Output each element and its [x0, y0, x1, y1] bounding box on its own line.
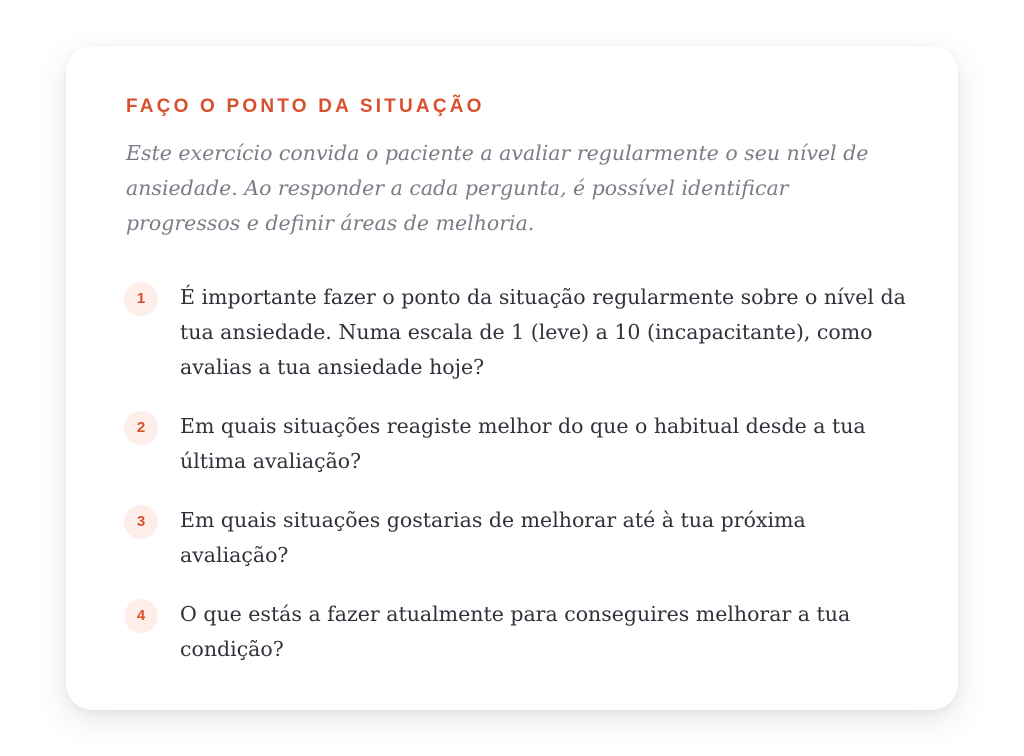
intro-text: Este exercício convida o paciente a avaliar regularmente o seu nível de ansiedade. Ao responder a cada pergunta, é possível identificar progressos e definir áreas de melhoria.	[126, 141, 869, 235]
number-badge: 2	[124, 411, 158, 445]
question-list	[126, 280, 906, 667]
list-item	[126, 597, 898, 667]
exercise-card	[66, 46, 958, 710]
question-text: O que estás a fazer atualmente para conseguires melhorar a tua condição?	[180, 602, 851, 661]
list-item	[126, 280, 906, 385]
number-badge: 1	[124, 282, 158, 316]
section-title: FAÇO O PONTO DA SITUAÇÃO	[126, 96, 485, 117]
list-item	[126, 503, 898, 573]
question-text: Em quais situações reagiste melhor do que o habitual desde a tua última avaliação?	[180, 414, 866, 473]
list-item	[126, 409, 898, 479]
number-badge: 4	[124, 599, 158, 633]
question-text: Em quais situações gostarias de melhorar até à tua próxima avaliação?	[180, 508, 806, 567]
question-text: É importante fazer o ponto da situação regularmente sobre o nível da tua ansiedade. Numa escala de 1 (leve) a 10 (incapacitante), como avalias a tua ansiedade hoje?	[180, 285, 906, 379]
number-badge: 3	[124, 505, 158, 539]
